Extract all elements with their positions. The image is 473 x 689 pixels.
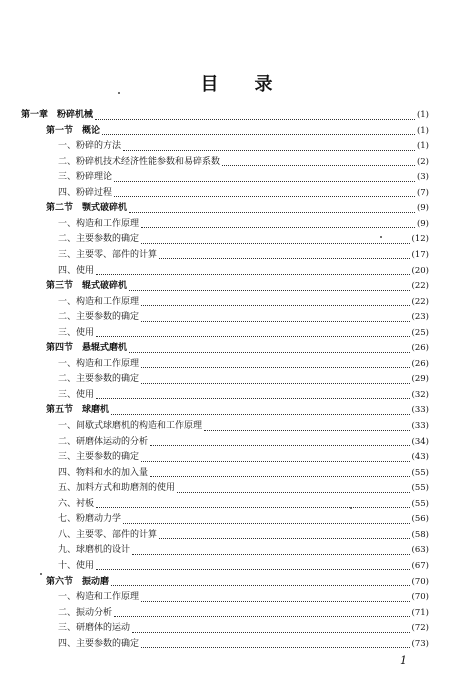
toc-entry-label: 三、研磨体的运动 [58, 623, 131, 634]
title-char-1: 目 [200, 74, 219, 95]
title-char-2: 录 [254, 74, 273, 95]
toc-entry-label: 四、使用 [58, 265, 95, 276]
toc-entry-item[interactable] [58, 155, 429, 169]
toc-entry-section[interactable] [46, 403, 429, 417]
toc-entry-page: (7) [416, 187, 429, 198]
toc-entry-item[interactable] [58, 372, 429, 386]
toc-entry-chapter[interactable] [21, 108, 429, 122]
toc-entry-label: 第二节 颚式破碎机 [46, 203, 128, 214]
toc-entry-page: (55) [411, 498, 429, 509]
toc-entry-item[interactable] [58, 217, 429, 231]
dot-leader [123, 515, 410, 524]
toc-entry-item[interactable] [58, 419, 429, 433]
dot-leader [129, 282, 410, 291]
toc-entry-page: (20) [411, 265, 429, 276]
toc-entry-label: 三、粉碎理论 [58, 172, 113, 183]
toc-entry-page: (26) [411, 358, 429, 369]
toc-entry-label: 第四节 悬辊式磨机 [46, 343, 128, 354]
dot-leader [102, 126, 415, 135]
toc-entry-label: 二、主要参数的确定 [58, 234, 140, 245]
toc-entry-label: 二、主要参数的确定 [58, 312, 140, 323]
dot-leader [177, 484, 410, 493]
toc-entry-page: (32) [411, 389, 429, 400]
dot-leader [141, 375, 410, 384]
toc-entry-item[interactable] [58, 357, 429, 371]
dot-leader [114, 188, 415, 197]
toc-entry-item[interactable] [58, 170, 429, 184]
toc-entry-label: 八、主要零、部件的计算 [58, 529, 158, 540]
toc-entry-label: 三、使用 [58, 389, 95, 400]
toc-entry-label: 三、主要参数的确定 [58, 452, 140, 463]
toc-entry-item[interactable] [58, 606, 429, 620]
dot-leader [141, 313, 410, 322]
dot-leader [222, 157, 415, 166]
toc-entry-page: (25) [411, 327, 429, 338]
toc-entry-page: (9) [416, 218, 429, 229]
toc-entry-page: (43) [411, 452, 429, 463]
toc-entry-page: (1) [416, 125, 429, 136]
toc-entry-label: 三、使用 [58, 327, 95, 338]
dot-leader [141, 593, 410, 602]
toc-entry-page: (9) [416, 203, 429, 214]
dot-leader [159, 530, 410, 539]
dot-leader [111, 577, 410, 586]
toc-entry-label: 第一节 概论 [46, 125, 101, 136]
toc-entry-item[interactable] [58, 264, 429, 278]
toc-entry-section[interactable] [46, 201, 429, 215]
toc-entry-page: (29) [411, 374, 429, 385]
toc-entry-page: (22) [411, 296, 429, 307]
dot-leader [123, 142, 415, 151]
dot-leader [96, 266, 410, 275]
toc-entry-item[interactable] [58, 543, 429, 557]
toc-entry-item[interactable] [58, 637, 429, 651]
toc-entry-section[interactable] [46, 124, 429, 138]
toc-entry-section[interactable] [46, 575, 429, 589]
dot-leader [129, 204, 415, 213]
toc-entry-page: (73) [411, 638, 429, 649]
toc-entry-page: (12) [411, 234, 429, 245]
toc-entry-label: 四、物料和水的加入量 [58, 467, 149, 478]
toc-entry-item[interactable] [58, 450, 429, 464]
dot-leader [129, 344, 410, 353]
toc-entry-page: (63) [411, 545, 429, 556]
toc-entry-label: 六、衬板 [58, 498, 95, 509]
page-title [0, 70, 473, 96]
toc-entry-label: 一、构造和工作原理 [58, 358, 140, 369]
toc-entry-item[interactable] [58, 512, 429, 526]
toc-entry-label: 一、构造和工作原理 [58, 296, 140, 307]
dot-leader [141, 219, 415, 228]
toc-entry-label: 十、使用 [58, 560, 95, 571]
toc-entry-label: 三、主要零、部件的计算 [58, 249, 158, 260]
toc-entry-item[interactable] [58, 497, 429, 511]
toc-entry-label: 二、主要参数的确定 [58, 374, 140, 385]
toc-entry-page: (58) [411, 529, 429, 540]
toc-entry-item[interactable] [58, 232, 429, 246]
toc-entry-page: (72) [411, 623, 429, 634]
toc-entry-item[interactable] [58, 310, 429, 324]
scan-speck [380, 236, 382, 238]
toc-entry-label: 二、研磨体运动的分析 [58, 436, 149, 447]
toc-entry-page: (2) [416, 156, 429, 167]
toc-entry-label: 七、粉磨动力学 [58, 514, 122, 525]
dot-leader [95, 111, 415, 120]
dot-leader [141, 235, 410, 244]
toc-entry-label: 四、粉碎过程 [58, 187, 113, 198]
toc-entry-label: 五、加料方式和助磨剂的使用 [58, 483, 176, 494]
toc-entry-page: (56) [411, 514, 429, 525]
toc-entry-item[interactable] [58, 528, 429, 542]
toc-entry-page: (1) [416, 141, 429, 152]
scan-speck [118, 92, 120, 94]
toc-entry-page: (33) [411, 405, 429, 416]
toc-entry-item[interactable] [58, 435, 429, 449]
toc-entry-item[interactable] [58, 621, 429, 635]
toc-entry-item[interactable] [58, 466, 429, 480]
toc-entry-page: (3) [416, 172, 429, 183]
toc-entry-item[interactable] [58, 248, 429, 262]
dot-leader [96, 390, 410, 399]
toc-entry-page: (70) [411, 592, 429, 603]
scan-speck [350, 507, 352, 509]
toc-entry-item[interactable] [58, 186, 429, 200]
toc-entry-label: 一、间歇式球磨机的构造和工作原理 [58, 421, 203, 431]
toc-entry-label: 一、构造和工作原理 [58, 218, 140, 229]
toc-entry-section[interactable] [46, 279, 429, 293]
toc-entry-label: 二、粉碎机技术经济性能参数和易碎系数 [58, 156, 221, 167]
toc-entry-page: (70) [411, 576, 429, 587]
dot-leader [204, 422, 410, 431]
toc-entry-label: 一、粉碎的方法 [58, 141, 122, 152]
dot-leader [141, 453, 410, 462]
toc-entry-item[interactable] [58, 295, 429, 309]
toc-entry-item[interactable] [58, 139, 429, 153]
dot-leader [96, 499, 410, 508]
toc-entry-item[interactable] [58, 388, 429, 402]
toc-entry-item[interactable] [58, 559, 429, 573]
toc-entry-page: (23) [411, 312, 429, 323]
toc-entry-item[interactable] [58, 590, 429, 604]
dot-leader [111, 406, 410, 415]
dot-leader [141, 297, 410, 306]
toc-entry-page: (17) [411, 249, 429, 260]
toc-entry-label: 第一章 粉碎机械 [21, 110, 94, 120]
dot-leader [114, 173, 415, 182]
toc-entry-label: 二、振动分析 [58, 607, 113, 618]
toc-entry-label: 第五节 球磨机 [46, 405, 110, 416]
scan-speck [40, 573, 42, 575]
dot-leader [132, 624, 410, 633]
toc-entry-page: (33) [411, 421, 429, 431]
toc-entry-section[interactable] [46, 341, 429, 355]
toc-entry-page: (26) [411, 343, 429, 354]
dot-leader [141, 359, 410, 368]
dot-leader [141, 639, 410, 648]
toc-entry-page: (55) [411, 467, 429, 478]
dot-leader [150, 468, 410, 477]
toc-entry-page: (55) [411, 483, 429, 494]
dot-leader [132, 546, 410, 555]
dot-leader [96, 561, 410, 570]
dot-leader [159, 250, 410, 259]
toc-entry-page: (1) [416, 110, 429, 120]
toc-entry-item[interactable] [58, 326, 429, 340]
dot-leader [150, 437, 410, 446]
dot-leader [96, 328, 410, 337]
dot-leader [114, 608, 410, 617]
toc-entry-label: 九、球磨机的设计 [58, 545, 131, 556]
toc-entry-label: 一、构造和工作原理 [58, 592, 140, 603]
toc-entry-page: (71) [411, 607, 429, 618]
page-number: 1 [400, 654, 407, 667]
toc-entry-label: 第六节 振动磨 [46, 576, 110, 587]
toc-entry-page: (67) [411, 560, 429, 571]
toc-entry-page: (34) [411, 436, 429, 447]
toc-entry-label: 四、主要参数的确定 [58, 638, 140, 649]
toc-entry-item[interactable] [58, 481, 429, 495]
toc-entry-label: 第三节 辊式破碎机 [46, 281, 128, 292]
toc-entry-page: (22) [411, 281, 429, 292]
